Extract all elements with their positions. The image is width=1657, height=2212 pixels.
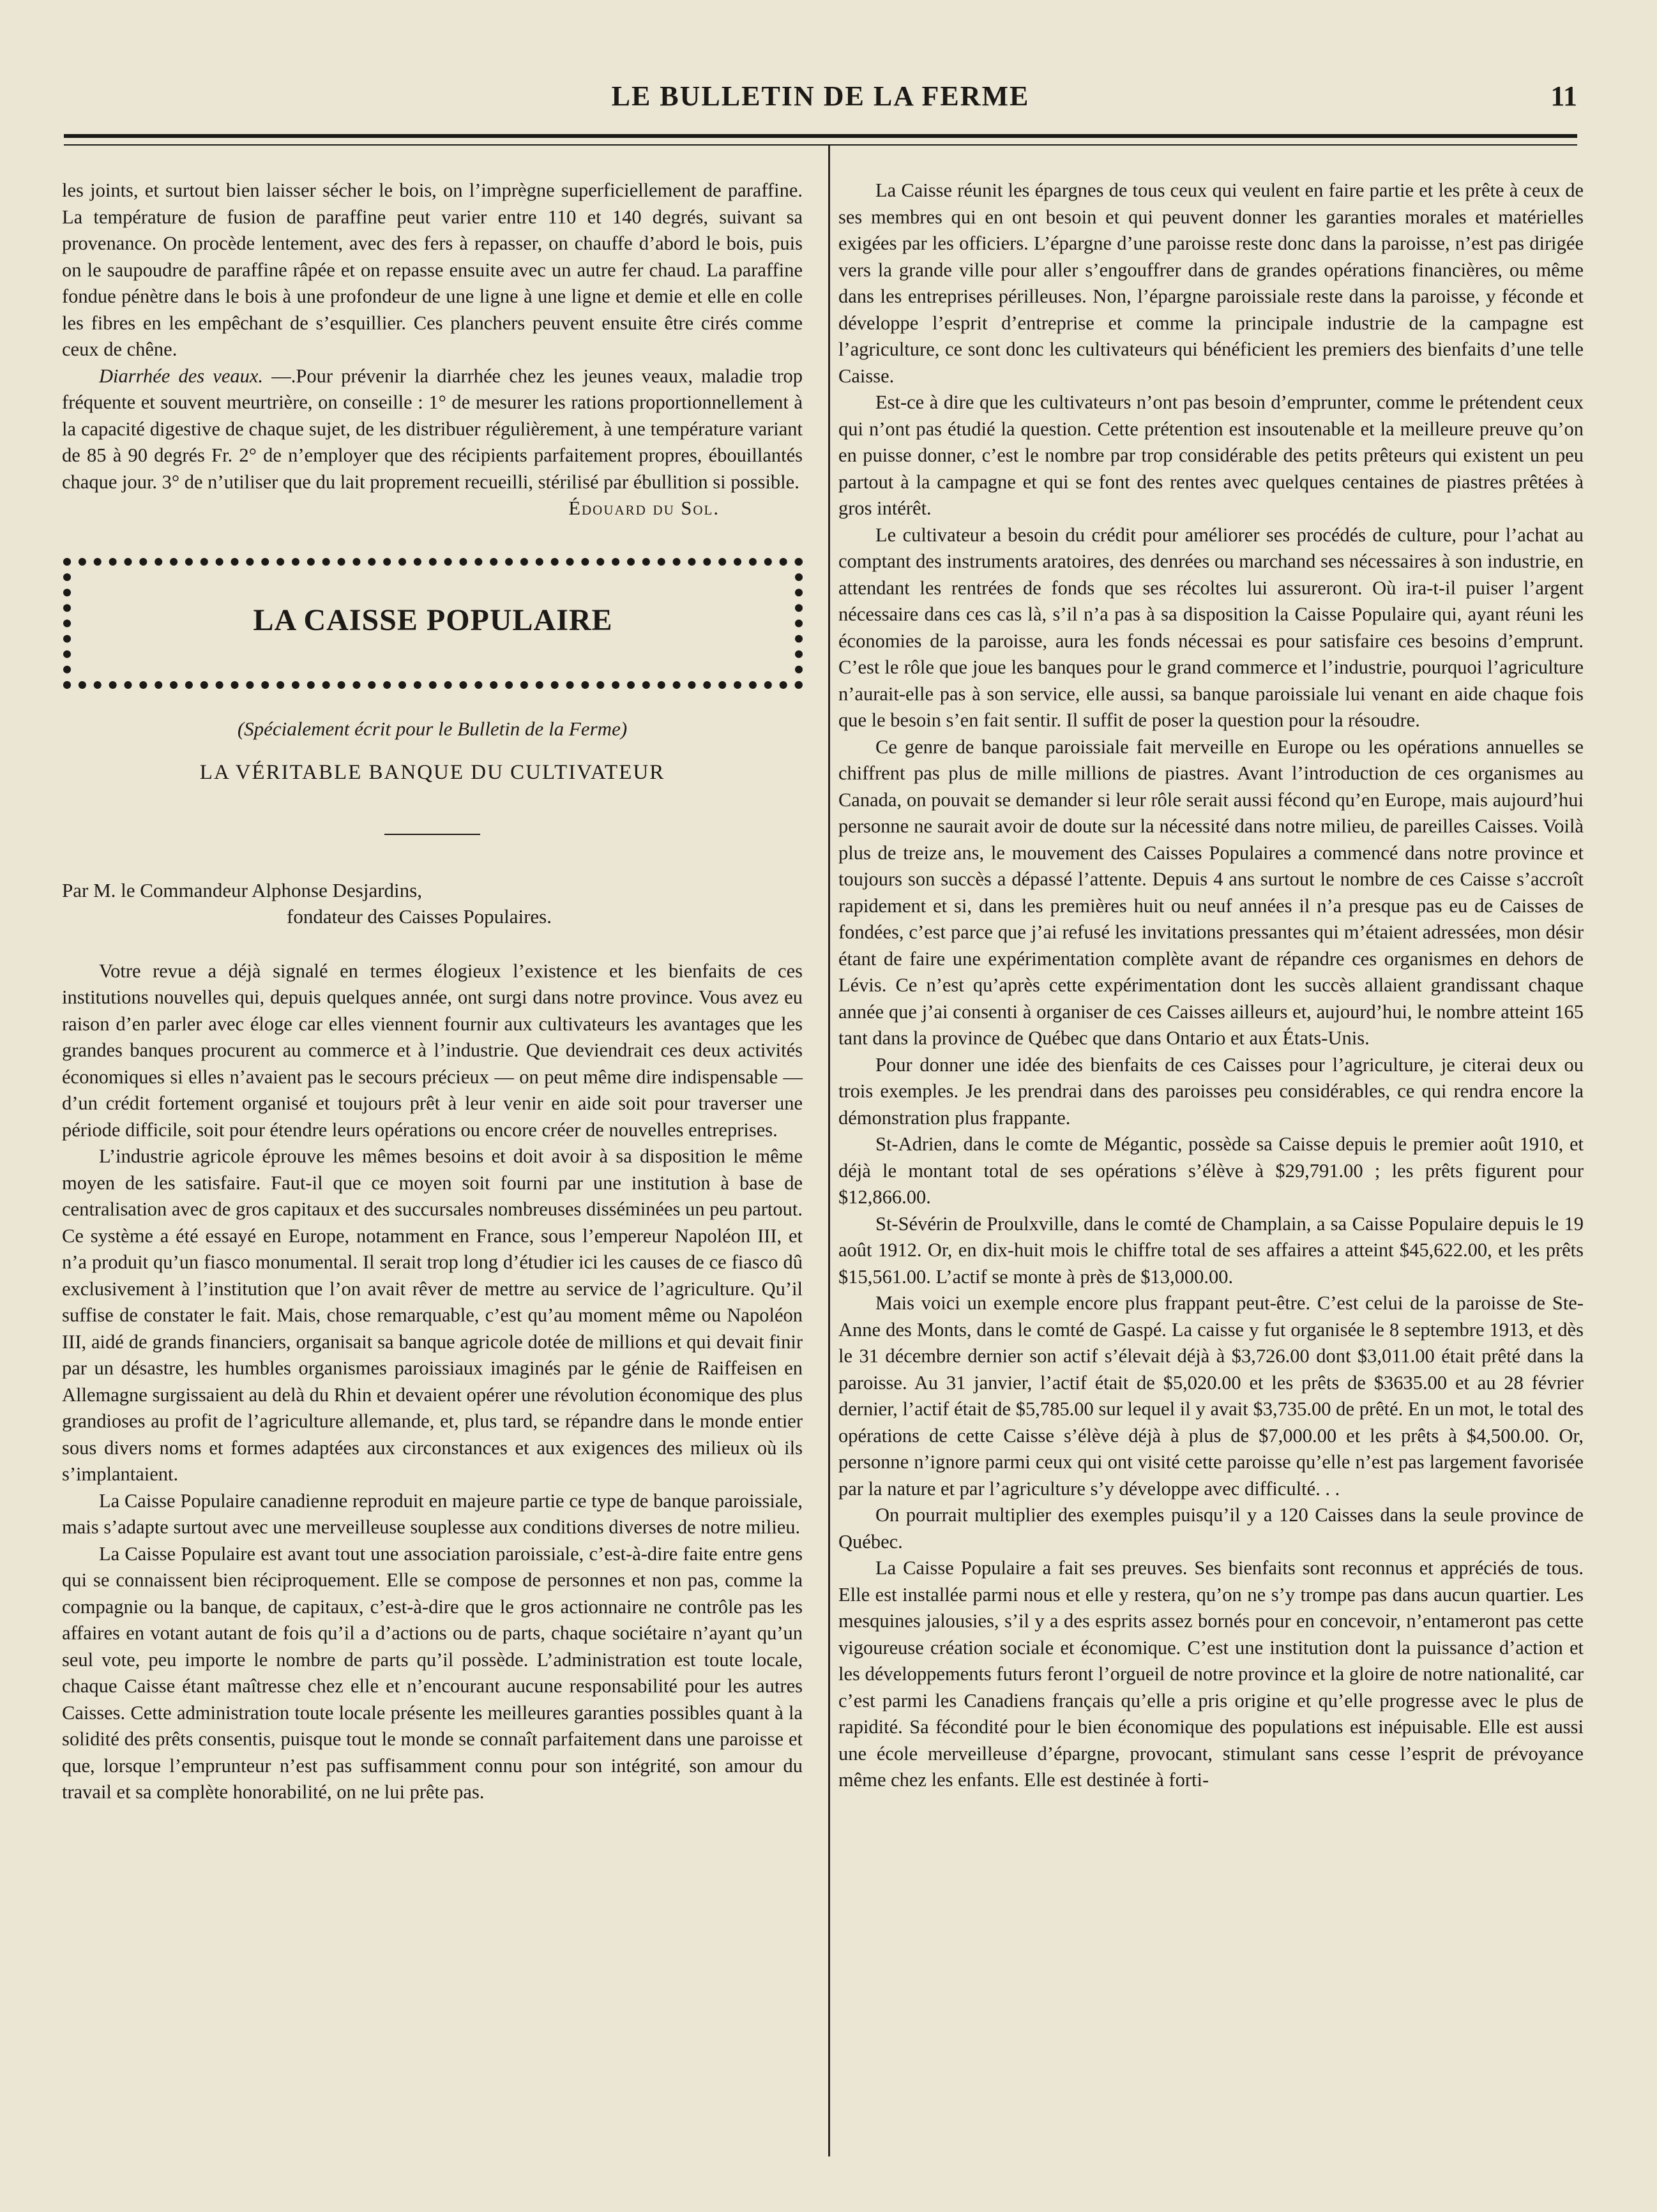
paragraph: Votre revue a déjà signalé en termes élogieux l’existence et les bienfaits de ces institutions nouvelles qui, depuis quelques année, ont surgi dans notre province. Vous avez eu raison d’en parler avec éloge car elles viennent fournir aux cultivateurs les avantages que les grandes banques procurent au commerce et à l’industrie. Que deviendrait ces deux activités économiques si elles n’avaient pas le secours précieux — on peut même dire indispensable — d’un crédit fortement organisé et toujours prêt à leur venir en aide soit pour traverser une période difficile, soit pour étendre leurs opérations ou encore créer de nouvelles entreprises. xyxy=(62,959,803,1141)
column-divider xyxy=(828,146,830,2156)
paragraph: La Caisse Populaire a fait ses preuves. Ses bienfaits sont reconnus et appréciés de tous. Elle est installée parmi nous et elle y restera, qu’on ne s’y trompe pas dans aucun quartier. Les mesquines jalousies, s’il y a des esprits assez bornés pour en concevoir, n’entameront pas cette vigoureuse création sociale et économique. C’est une institution dont la puissance d’action et les développements futurs feront l’orgueil de notre province et la gloire de notre nationalité, car c’est parmi les Canadiens français qu’elle a pris origine et qu’elle progresse avec le plus de rapidité. Sa fécondité pour le bien économique des populations est inépuisable. Elle est aussi une école merveilleuse d’épargne, provocant, stimulant sans cesse l’esprit de prévoyance même chez les enfants. Elle est destinée à forti- xyxy=(838,1557,1584,1791)
paragraph: Ce genre de banque paroissiale fait merveille en Europe ou les opérations annuelles se chiffrent pas plus de mille millions de piastres. Avant l’introduction de ces organismes au Canada, on pouvait se demander si leur rôle serait aussi fécond qu’en Europe, mais aujourd’hui personne ne saurait avoir de doute sur la nécessité dans notre milieu, de pareilles Caisses. Voilà plus de treize ans, le mouvement des Caisses Populaires a commencé dans notre province et toujours son succès a dépassé l’attente. Depuis 4 ans surtout le nombre de ces Caisse s’accroît rapidement et si, dans les premières huit ou neuf années il n’a presque pas eu de Caisses de fondées, c’est parce que j’ai refusé les invitations pressantes qui m’étaient adressées, mon désir étant de faire une expérimentation complète avant de répandre ces organismes en dehors de Lévis. Ce n’est qu’après cette expérimentation dont les succès allaient grandissant chaque année que j’ai consenti à organiser de ces Caisses ailleurs et, aujourd’hui, le nombre atteint 165 tant dans la province de Québec que dans Ontario et aux États-Unis. xyxy=(838,735,1584,1049)
paragraph: On pourrait multiplier des exemples puisqu’il y a 120 Caisses dans la seule province de Québec. xyxy=(838,1504,1584,1553)
paragraph xyxy=(62,363,803,496)
byline-name: Par M. le Commandeur Alphonse Desjardins, xyxy=(62,878,422,901)
paragraph: Pour donner une idée des bienfaits de ces Caisses pour l’agriculture, je citerai deux ou trois exemples. Je les prendrai dans des paroisses peu considérables, ce qui rendra encore la démonstration plus frappante. xyxy=(838,1053,1584,1129)
article-subtitle xyxy=(62,716,803,742)
right-column xyxy=(838,177,1584,1794)
run-in-heading: Diarrhée des veaux. xyxy=(99,365,264,387)
paragraph: L’industrie agricole éprouve les mêmes besoins et doit avoir à sa disposition le même moyen de les satisfaire. Faut-il que ce moyen soit fourni par une institution à base de centralisation avec de gros capitaux et des succursales nombreuses disséminées un peu partout. Ce système a été essayé en Europe, notamment en France, sous l’empereur Napoléon III, et n’a produit qu’un fiasco monumental. Il serait trop long d’étudier ici les causes de ce fiasco dû exclusivement à l’institution que l’on avait rêver de mettre au service de l’agriculture. Qu’il suffise de constater le fait. Mais, chose remarquable, c’est qu’au moment même ou Napoléon III, aidé de grands financiers, organisait sa banque agricole dotée de millions et qui devait finir par un désastre, les humbles organismes paroissiaux imaginés par le génie de Raiffeisen en Allemagne surgissaient au delà du Rhin et devaient opérer une révolution économique des plus grandioses au profit de l’agriculture allemande, et, plus tard, se répandre dans le monde entier sous divers noms et formes adaptées aux circonstances et aux exigences des milieux où ils s’implantaient. xyxy=(62,1145,803,1485)
article-heading: LA VÉRITABLE BANQUE DU CULTIVATEUR xyxy=(199,761,665,784)
separator-rule xyxy=(384,834,480,835)
paragraph-text: —.Pour prévenir la diarrhée chez les jeunes veaux, maladie trop fréquente et souvent meurtrière, on conseille : 1° de mesurer les rations proportionnellement à la capacité digestive de chaque sujet, de les distribuer régulièrement, à une température variant de 85 à 90 degrés Fr. 2° de n’employer que des récipients parfaitement propres, ébouillantés chaque jour. 3° de n’utiliser que du lait proprement recueilli, stérilisé par ébullition si possible. xyxy=(62,365,803,493)
subtitle-text: (Spécialement écrit pour le Bulletin de la Ferme) xyxy=(237,717,628,740)
paragraph: Est-ce à dire que les cultivateurs n’ont pas besoin d’emprunter, comme le prétendent ceux qui n’ont pas étudié la question. Cette prétention est insoutenable et la meilleure preuve qu’on en puisse donner, c’est le nombre par trop considérable des petits prêteurs qui existent un peu partout à la campagne et qui se font des rentes avec quelques centaines de piastres prêtées à gros intérêt. xyxy=(838,391,1584,519)
journal-title: LE BULLETIN DE LA FERME xyxy=(611,80,1030,112)
running-head xyxy=(64,80,1577,118)
byline-role: fondateur des Caisses Populaires. xyxy=(287,905,552,928)
header-double-rule xyxy=(64,134,1577,146)
paragraph: La Caisse Populaire canadienne reproduit en majeure partie ce type de banque paroissiale, mais s’adapte surtout avec une merveilleuse souplesse aux conditions diverses de notre milieu. xyxy=(62,1489,803,1538)
author-signature: Édouard du Sol. xyxy=(568,497,720,519)
paragraph: St-Sévérin de Proulxville, dans le comté de Champlain, a sa Caisse Populaire depuis le 19 août 1912. Or, en dix-huit mois le chiffre total de ses affaires a atteint $45,622.00, et les prêts $15,561.00. L’actif se monte à près de $13,000.00. xyxy=(838,1212,1584,1288)
page-number: 11 xyxy=(1550,80,1577,112)
ornamental-title-frame xyxy=(63,558,803,689)
paragraph: Le cultivateur a besoin du crédit pour améliorer ses procédés de culture, pour l’achat au comptant des instruments aratoires, des denrées ou marchand ses nécessaires à son industrie, en attendant les rentrées de fonds que ses récoltes lui assureront. Où ira-t-il puiser l’argent nécessaire dans ces cas là, s’il n’a pas à sa disposition la Caisse Populaire qui, ayant réuni les économies de la paroisse, aura les fonds nécessai es pour satisfaire ces besoins d’emprunt. C’est le rôle que joue les banques pour le grand commerce et l’industrie, pourquoi l’agriculture n’aurait-elle pas à son service, elle aussi, sa banque paroissiale lui venant en aide chaque fois que le besoin s’en fait sentir. Il suffit de poser la question pour la résoudre. xyxy=(838,523,1584,731)
paragraph: Mais voici un exemple encore plus frappant peut-être. C’est celui de la paroisse de Ste-Anne des Monts, dans le comté de Gaspé. La caisse y fut organisée le 8 septembre 1913, et dès le 31 décembre dernier son actif s’élevait déjà à $3,726.00 dont $3,011.00 était prêté dans la paroisse. Au 31 janvier, l’actif était de $5,020.00 et les prêts de $3635.00 et au 28 février dernier, l’actif était de $5,785.00 sur lequel il y avait $3,735.00 de prêté. En un mot, le total des opérations de cette Caisse s’élève déjà à plus de $7,000.00 et les prêts à $4,500.00. Or, personne n’ignore parmi ceux qui ont visité cette paroisse qu’elle n’est pas largement favorisée par la nature et par l’agriculture s’y développe avec difficulté. . . xyxy=(838,1292,1584,1500)
left-column xyxy=(62,177,803,1806)
byline xyxy=(62,877,803,930)
paragraph: La Caisse Populaire est avant tout une association paroissiale, c’est-à-dire faite entre gens qui se connaissent bien réciproquement. Elle se compose de personnes et non pas, comme la compagnie ou la banque, de capitaux, c’est-à-dire que le gros actionnaire ne contrôle pas les affaires en votant autant de fois qu’il a d’actions ou de parts, chaque sociétaire n’ayant qu’un seul vote, peu importe le nombre de parts qu’il possède. L’administration est toute locale, chaque Caisse étant maîtresse chez elle et n’encourant aucune responsabilité pour les autres Caisses. Cette administration toute locale présente les meilleures garanties possibles quant à la solidité des prêts consentis, puisque tout le monde se connaît parfaitement dans une paroisse et que, lorsque l’emprunteur n’est pas suffisamment connu pour son intégrité, son amour du travail et sa complète honorabilité, on ne lui prête pas. xyxy=(62,1542,803,1803)
paragraph: St-Adrien, dans le comte de Mégantic, possède sa Caisse depuis le premier août 1910, et déjà le montant total de ses opérations s’élève à $29,791.00 ; les prêts figurent pour $12,866.00. xyxy=(838,1133,1584,1208)
paragraph: La Caisse réunit les épargnes de tous ceux qui veulent en faire partie et les prête à ceux de ses membres qui en ont besoin et qui peuvent donner les garanties morales et matérielles exigées par les officiers. L’épargne d’une paroisse reste donc dans la paroisse, n’est pas dirigée vers la grande ville pour aller s’engouffrer dans de grandes opérations financières, ou même dans les entreprises périlleuses. Non, l’épargne paroissiale reste dans la paroisse, y féconde et développe l’esprit d’entreprise et comme la principale industrie de la campagne est l’agriculture, ce sont donc les cultivateurs qui bénéficient les premiers des bienfaits d’une telle Caisse. xyxy=(838,179,1584,387)
article-title: LA CAISSE POPULAIRE xyxy=(253,603,613,637)
paragraph: les joints, et surtout bien laisser sécher le bois, on l’imprègne superficiellement de paraffine. La température de fusion de paraffine peut varier entre 110 et 140 degrés, suivant sa provenance. On procède lentement, avec des fers à repasser, on chauffe d’abord le bois, puis on le saupoudre de paraffine râpée et on repasse ensuite avec un autre fer chaud. La paraffine fondue pénètre dans le bois à une profondeur de une ligne à une ligne et demie et elle en colle les fibres en les empêchant de s’esquillier. Ces planchers peuvent ensuite être cirés comme ceux de chêne. xyxy=(62,179,803,360)
